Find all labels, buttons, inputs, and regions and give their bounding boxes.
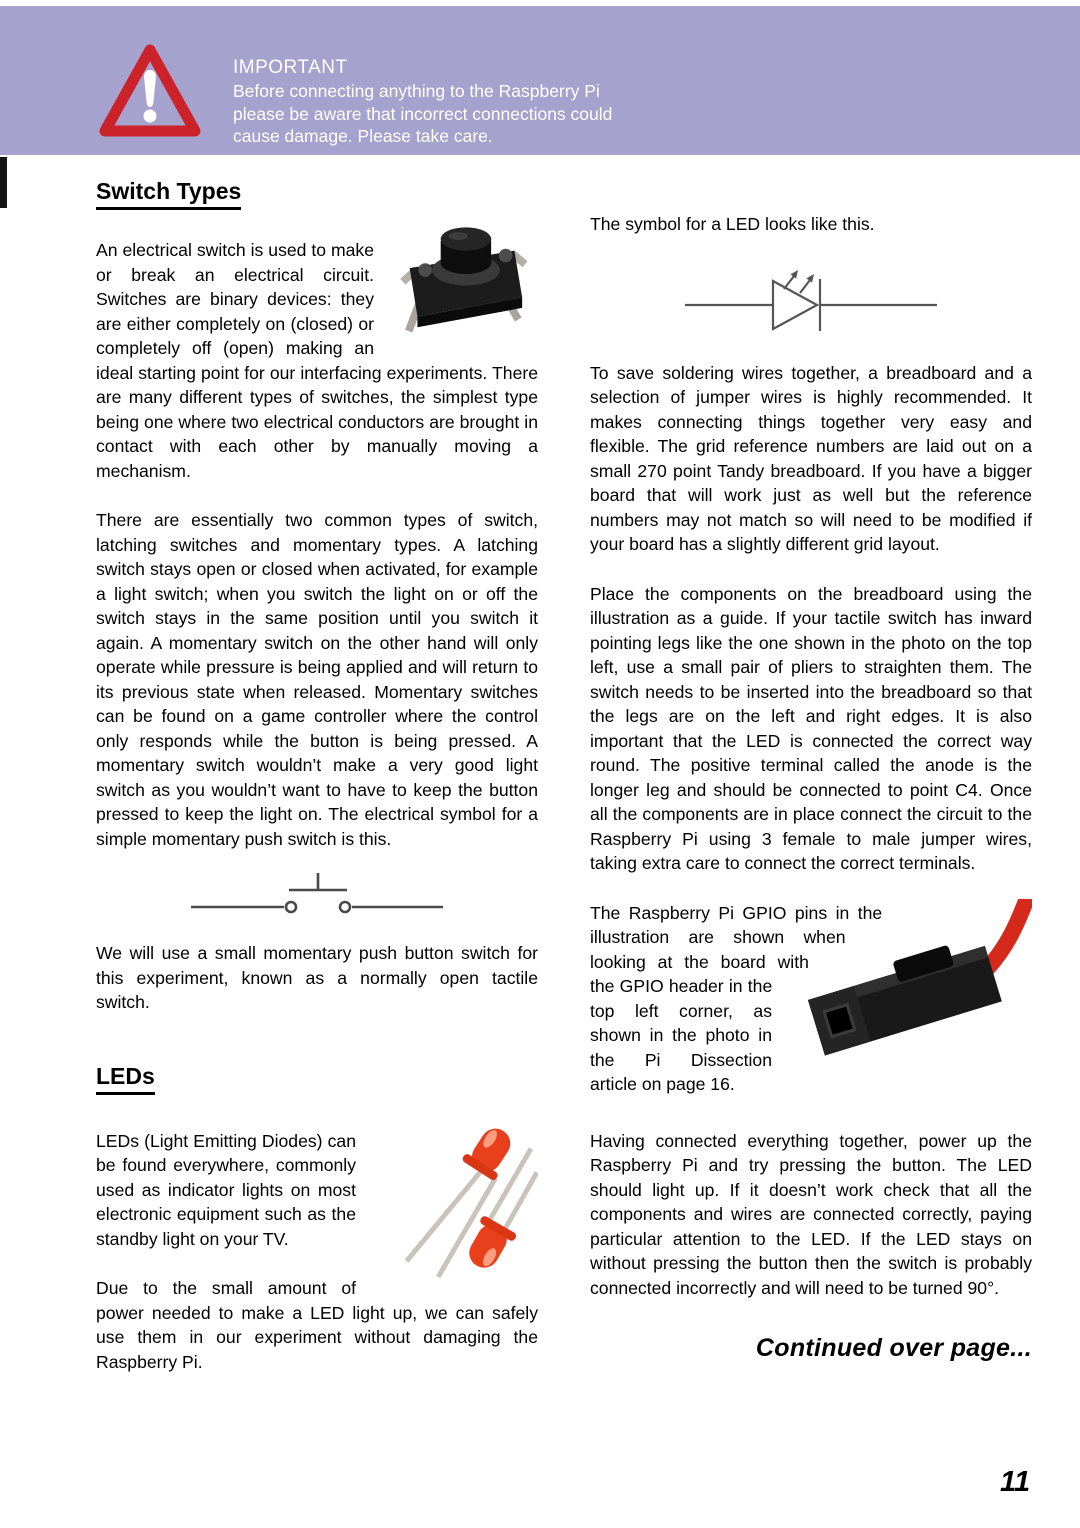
right-column xyxy=(590,212,1032,1363)
red-leds-illustration xyxy=(366,1121,538,1279)
tactile-switch-illustration xyxy=(388,208,538,336)
continued-note: Continued over page... xyxy=(755,1334,1032,1362)
banner-text-block xyxy=(233,56,612,148)
banner-line: cause damage. Please take care. xyxy=(233,126,493,146)
switch-types-heading: Switch Types xyxy=(96,178,538,210)
paragraph-gpio: The Raspberry Pi GPIO pins in the illustration are shown when looking at the board with the GPIO header in the top left corner, as shown in the photo in the Pi Dissection article on page 16. xyxy=(590,902,883,1094)
page-number: 11 xyxy=(1000,1466,1031,1498)
leds-section xyxy=(96,1129,538,1375)
push-switch-symbol xyxy=(191,869,443,919)
paragraph-breadboard: To save soldering wires together, a breadboard and a selection of jumper wires is highly recommended. It makes connecting things together very easy and flexible. The grid reference numbers are laid out on a small 270 point Tandy breadboard. If you have a bigger board that will work just as well but the reference numbers may not match so will need to be modified if your board has a slightly different grid layout. xyxy=(590,362,1032,554)
warning-triangle-icon xyxy=(98,42,202,142)
gpio-section xyxy=(590,901,1032,1097)
banner-line: Before connecting anything to the Raspberry Pi xyxy=(233,81,600,101)
paragraph-placement: Place the components on the breadboard using the illustration as a guide. If your tactile switch has inward pointing legs like the one shown in the photo on the top left, use a small pair of pliers to straighten them. The switch needs to be inserted into the breadboard so that the legs are on the left and right edges. It is also important that the LED is connected the correct way round. The positive terminal called the anode is the longer leg and should be connected to point C4. Once all the components are in place connect the circuit to the Raspberry Pi using 3 female to male jumper wires, taking extra care to connect the correct terminals. xyxy=(590,583,1032,873)
leds-heading: LEDs xyxy=(96,1063,538,1095)
banner-line: please be aware that incorrect connections could xyxy=(233,103,613,124)
important-banner xyxy=(0,6,1080,155)
paragraph-leds-intro: LEDs (Light Emitting Diodes) can be found everywhere, commonly used as indicator lights on most electronic equipment such as the standby light on your TV. xyxy=(96,1130,356,1249)
paragraph-switch-use: We will use a small momentary push button switch for this experiment, known as a normally open tactile switch. xyxy=(96,943,538,1012)
tactile-switch-photo xyxy=(388,208,538,336)
banner-title: IMPORTANT xyxy=(233,57,348,78)
paragraph-switch-intro: An electrical switch is used to make or break an electrical circuit. Switches are binary devices: they are either completely on (closed) or completely off (open) making an ideal starting point for our interfacing experiments. There are many different types of switches, the simplest type being one where two electrical conductors are brought in contact with each other by manually moving a mechanism. xyxy=(96,240,538,481)
paragraph-led-symbol-intro: The symbol for a LED looks like this. xyxy=(590,214,875,234)
paragraph-power-up: Having connected everything together, power up the Raspberry Pi and try pressing the button. The LED should light up. If it doesn’t work check that all the components and wires are connected correctly, paying particular attention to the LED. If the LED stays on without pressing the button then the switch is probably connected incorrectly and will need to be turned 90°. xyxy=(590,1130,1032,1298)
paragraph-led-power: Due to the small amount of power needed to make a LED light up, we can safely use them in our experiment without damaging the Raspberry Pi. xyxy=(96,1278,538,1372)
left-edge-mark xyxy=(0,157,7,208)
red-leds-photo xyxy=(366,1121,538,1279)
led-symbol xyxy=(685,259,937,333)
paragraph-switch-types: There are essentially two common types of switch, latching switches and momentary types. A latching switch stays open or closed when activated, for example a light switch; when you switch the light on or off the switch stays in the same position until you switch it again. A momentary switch on the other hand will only operate while pressure is being applied and will return to its previous state when released. Momentary switches can be found on a game controller where the control only responds while the button is being pressed. A momentary switch wouldn’t make a very good light switch as you wouldn’t want to have to keep the button pressed to keep the light on. The electrical symbol for a simple momentary push switch is this. xyxy=(96,510,538,849)
left-column xyxy=(96,178,538,1374)
